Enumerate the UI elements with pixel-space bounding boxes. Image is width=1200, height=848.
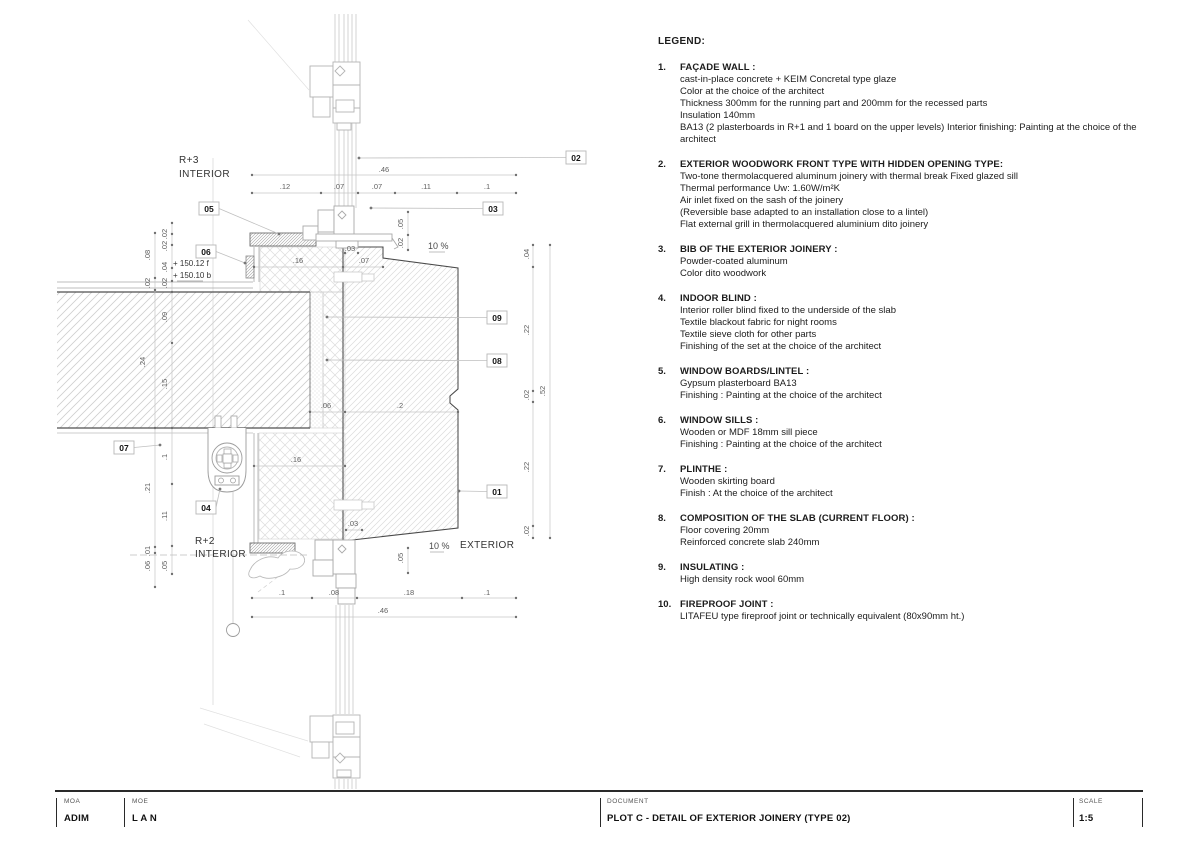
drawing-label: 10 % bbox=[429, 541, 450, 551]
legend-item-title: PLINTHE : bbox=[680, 464, 728, 475]
drawing-label: + 150.10 b bbox=[173, 271, 212, 280]
legend-item-number: 2. bbox=[658, 159, 666, 170]
title-block-divider bbox=[1142, 798, 1143, 827]
legend-item-title: FAÇADE WALL : bbox=[680, 62, 756, 73]
legend-item bbox=[658, 599, 1150, 623]
top-joinery-profile bbox=[310, 62, 360, 130]
callout-leader bbox=[219, 209, 279, 235]
callout-dot bbox=[358, 157, 361, 160]
callout-leader bbox=[327, 317, 487, 318]
dim-label: .2 bbox=[396, 401, 404, 410]
legend-item-lines: LITAFEU type fireproof joint or technically equivalent (80x90mm ht.) bbox=[680, 611, 965, 622]
moa-label: MOA bbox=[64, 798, 81, 805]
dim-label: .08 bbox=[143, 249, 152, 261]
dim-label: .16 bbox=[292, 256, 304, 265]
dim-label: .52 bbox=[538, 385, 547, 397]
legend-item bbox=[658, 159, 1150, 231]
moe-label: MOE bbox=[132, 798, 149, 805]
dim-label: .04 bbox=[522, 248, 531, 260]
dim-label: .07 bbox=[333, 182, 345, 191]
legend-item bbox=[658, 293, 1150, 353]
legend-item-title: BIB OF THE EXTERIOR JOINERY : bbox=[680, 244, 838, 255]
legend-item-number: 9. bbox=[658, 562, 666, 573]
moa-value: ADIM bbox=[64, 813, 90, 824]
legend-item-lines: Floor covering 20mm Reinforced concrete slab 240mm bbox=[680, 525, 820, 548]
dim-label: .24 bbox=[138, 356, 147, 368]
dim-label: .02 bbox=[160, 228, 169, 240]
dim-label: .1 bbox=[160, 453, 169, 461]
callout-number: 04 bbox=[201, 502, 211, 513]
drawing-label: INTERIOR bbox=[179, 169, 230, 180]
legend-item-number: 4. bbox=[658, 293, 666, 304]
title-block-divider bbox=[56, 798, 57, 827]
callout-leader bbox=[371, 208, 483, 209]
dim-label: .1 bbox=[483, 182, 491, 191]
dim-label: .05 bbox=[396, 552, 405, 564]
legend-item-lines: Wooden skirting board Finish : At the choice of the architect bbox=[680, 476, 833, 499]
drawing-label: EXTERIOR bbox=[460, 540, 515, 551]
dim-label: .01 bbox=[143, 545, 152, 557]
scale-value: 1:5 bbox=[1079, 813, 1094, 824]
dim-label: .46 bbox=[378, 165, 390, 174]
legend-item bbox=[658, 562, 1150, 586]
callout-number: 07 bbox=[119, 442, 129, 453]
callout-dot bbox=[370, 207, 373, 210]
scale-label: SCALE bbox=[1079, 798, 1103, 805]
moe-value: L A N bbox=[132, 813, 157, 824]
dim-label: .18 bbox=[403, 588, 415, 597]
legend-item-lines: Wooden or MDF 18mm sill piece Finishing : Painting at the choice of the architect bbox=[680, 427, 882, 450]
legend-item-lines: cast-in-place concrete + KEIM Concretal type glaze Color at the choice of the architect Thickness 300mm for the running part and 200mm for the recessed parts Insulation 140mm BA13 (2 plasterboards in R+1 and 1 board on the upper levels) Interior finishing: Painting at the choice of the architect bbox=[680, 74, 1137, 145]
dim-label: .1 bbox=[483, 588, 491, 597]
dim-label: .02 bbox=[396, 237, 405, 249]
drawing-label: + 150.12 f bbox=[173, 259, 209, 268]
legend-item-title: COMPOSITION OF THE SLAB (CURRENT FLOOR) : bbox=[680, 513, 915, 524]
legend-item bbox=[658, 415, 1150, 451]
legend-item-number: 10. bbox=[658, 599, 672, 610]
legend-item-title: FIREPROOF JOINT : bbox=[680, 599, 774, 610]
dim-label: .02 bbox=[522, 389, 531, 401]
dim-label: .09 bbox=[160, 311, 169, 323]
callout-leader bbox=[216, 489, 220, 508]
legend bbox=[658, 36, 1150, 636]
dim-label: .07 bbox=[371, 182, 383, 191]
bottom-joinery-profile bbox=[310, 715, 360, 778]
legend-item bbox=[658, 366, 1150, 402]
callout-leader bbox=[134, 445, 160, 448]
legend-item-number: 5. bbox=[658, 366, 666, 377]
dim-label: .07 bbox=[358, 256, 370, 265]
dim-label: .16 bbox=[290, 455, 302, 464]
callout-dot bbox=[278, 233, 281, 236]
title-block-divider bbox=[600, 798, 601, 827]
drawing-label: R+2 bbox=[195, 536, 215, 547]
dim-label: .02 bbox=[143, 277, 152, 289]
drawing-label: 10 % bbox=[428, 241, 449, 251]
dim-label: .04 bbox=[160, 261, 169, 273]
dim-label: .02 bbox=[522, 525, 531, 537]
title-block-divider bbox=[124, 798, 125, 827]
dim-label: .11 bbox=[160, 511, 169, 521]
dim-label: .11 bbox=[421, 182, 431, 191]
callout-leader bbox=[327, 360, 487, 361]
legend-item-number: 3. bbox=[658, 244, 666, 255]
legend-item-lines: Powder-coated aluminum Color dito woodwork bbox=[680, 256, 788, 279]
legend-item bbox=[658, 244, 1150, 280]
title-block-rule bbox=[55, 790, 1143, 792]
legend-item-lines: Gypsum plasterboard BA13 Finishing : Painting at the choice of the architect bbox=[680, 378, 882, 401]
dim-label: .21 bbox=[143, 482, 152, 494]
callout-leader bbox=[359, 158, 566, 159]
dim-label: .46 bbox=[377, 606, 389, 615]
dim-label: .08 bbox=[328, 588, 340, 597]
legend-item-title: INDOOR BLIND : bbox=[680, 293, 757, 304]
title-block-divider bbox=[1073, 798, 1074, 827]
dim-label: .02 bbox=[160, 277, 169, 289]
callout-number: 09 bbox=[492, 312, 502, 323]
callout-number: 03 bbox=[488, 203, 498, 214]
callout-number: 06 bbox=[201, 246, 211, 257]
callout-leader bbox=[459, 491, 487, 492]
dim-label: .03 bbox=[344, 244, 356, 253]
callout-dot bbox=[219, 488, 222, 491]
callout-dot bbox=[244, 262, 247, 265]
legend-title: LEGEND: bbox=[658, 36, 706, 47]
facade-panel bbox=[343, 247, 458, 541]
document-label: DOCUMENT bbox=[607, 798, 649, 805]
dim-label: .06 bbox=[320, 401, 332, 410]
dim-label: .06 bbox=[143, 560, 152, 572]
legend-item bbox=[658, 513, 1150, 549]
dim-label: .03 bbox=[347, 519, 359, 528]
legend-item-lines: High density rock wool 60mm bbox=[680, 574, 805, 585]
legend-item-title: WINDOW SILLS : bbox=[680, 415, 759, 426]
drawing-label: INTERIOR bbox=[195, 549, 246, 560]
callout-number: 01 bbox=[492, 486, 502, 497]
dim-label: .15 bbox=[160, 378, 169, 390]
dim-label: .1 bbox=[278, 588, 286, 597]
callout-dot bbox=[159, 444, 162, 447]
dim-label: .22 bbox=[522, 324, 531, 336]
callout-number: 08 bbox=[492, 355, 502, 366]
dim-label: .12 bbox=[279, 182, 291, 191]
insulation-below-slab bbox=[259, 433, 345, 539]
callout-dot bbox=[326, 359, 329, 362]
callout-number: 05 bbox=[204, 203, 214, 214]
blind-cord-pull bbox=[227, 624, 240, 637]
legend-items bbox=[658, 62, 1150, 623]
legend-item-lines: Interior roller blind fixed to the underside of the slab Textile blackout fabric for night rooms Textile sieve cloth for other parts Finishing of the set at the choice of the architect bbox=[680, 305, 896, 352]
callout-dot bbox=[326, 316, 329, 319]
legend-item-lines: Two-tone thermolacquered aluminum joinery with thermal break Fixed glazed sill Thermal performance Uw: 1.60W/m²K Air inlet fixed on the sash of the joinery (Reversible base adapted to an installation close to a lintel) Flat external grill in thermolacquered aluminium dito joinery bbox=[680, 171, 1018, 230]
legend-item-number: 1. bbox=[658, 62, 666, 73]
document-value: PLOT C - DETAIL OF EXTERIOR JOINERY (TYPE 02) bbox=[607, 813, 851, 824]
drawing-label: R+3 bbox=[179, 155, 199, 166]
legend-item bbox=[658, 62, 1150, 146]
legend-item-number: 7. bbox=[658, 464, 666, 475]
dim-label: .02 bbox=[160, 240, 169, 252]
dim-label: .22 bbox=[522, 461, 531, 473]
callout-dot bbox=[458, 490, 461, 493]
callout-leader bbox=[216, 252, 245, 264]
legend-item-title: WINDOW BOARDS/LINTEL : bbox=[680, 366, 810, 377]
legend-item-title: EXTERIOR WOODWORK FRONT TYPE WITH HIDDEN OPENING TYPE: bbox=[680, 159, 1004, 170]
concrete-slab bbox=[57, 292, 310, 428]
dim-label: .05 bbox=[396, 218, 405, 230]
insulation-above-slab bbox=[260, 247, 345, 292]
legend-item-number: 8. bbox=[658, 513, 666, 524]
callout-number: 02 bbox=[571, 152, 581, 163]
legend-item bbox=[658, 464, 1150, 500]
legend-item-title: INSULATING : bbox=[680, 562, 745, 573]
dim-label: .05 bbox=[160, 560, 169, 572]
legend-item-number: 6. bbox=[658, 415, 666, 426]
upper-sill-assembly bbox=[303, 206, 398, 249]
